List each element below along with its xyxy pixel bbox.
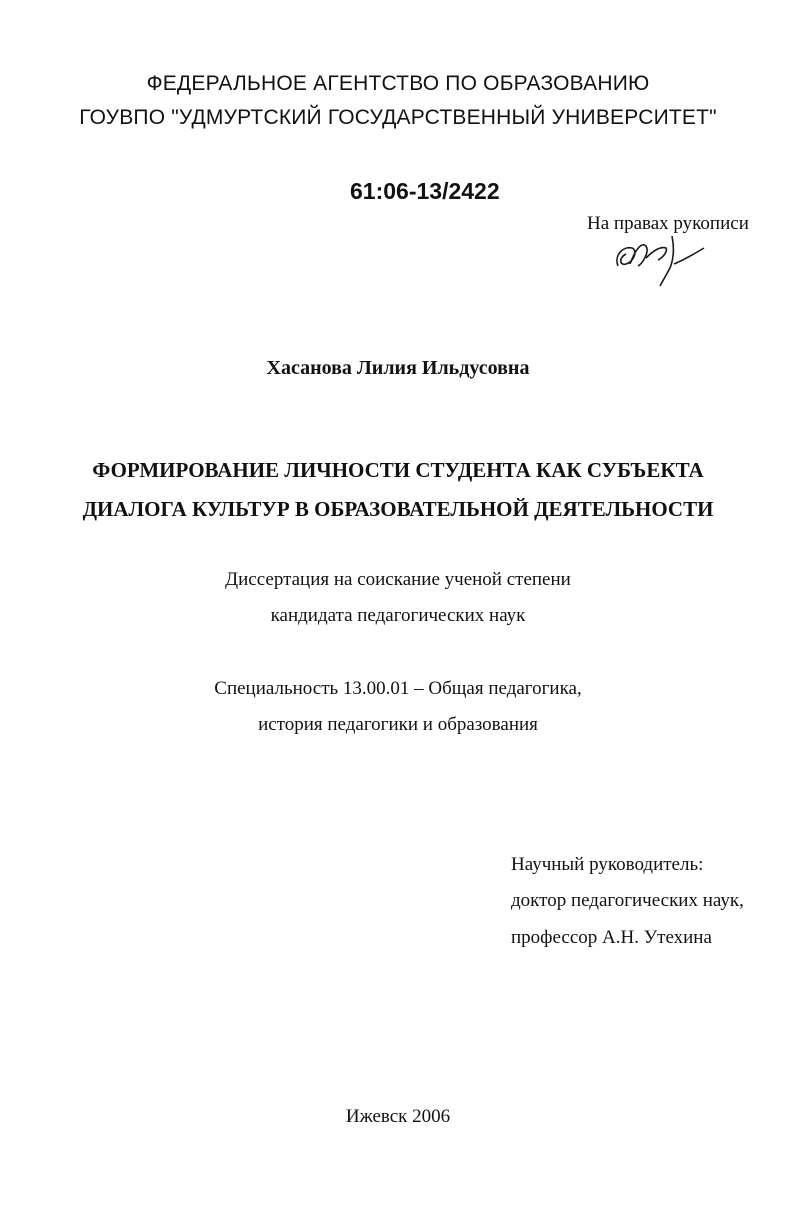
title-line-2: ДИАЛОГА КУЛЬТУР В ОБРАЗОВАТЕЛЬНОЙ ДЕЯТЕЛЬНОСТИ — [82, 497, 714, 521]
author-name: Хасанова Лилия Ильдусовна — [266, 357, 530, 379]
supervisor-label: Научный руководитель: — [511, 854, 704, 875]
agency-name: ФЕДЕРАЛЬНОЕ АГЕНТСТВО ПО ОБРАЗОВАНИЮ — [146, 72, 650, 95]
degree-line-1: Диссертация на соискание ученой степени — [225, 569, 571, 590]
specialty-line-1: Специальность 13.00.01 – Общая педагогика, — [214, 678, 582, 699]
supervisor-degree: доктор педагогических наук, — [511, 890, 744, 911]
handwritten-signature — [608, 228, 718, 290]
supervisor-name: профессор А.Н. Утехина — [511, 927, 712, 948]
title-line-1: ФОРМИРОВАНИЕ ЛИЧНОСТИ СТУДЕНТА КАК СУБЪЕКТА — [92, 458, 704, 482]
city-year: Ижевск 2006 — [345, 1106, 451, 1127]
specialty-line-2: история педагогики и образования — [258, 714, 538, 735]
degree-line-2: кандидата педагогических наук — [270, 605, 526, 626]
catalog-code: 61:06-13/2422 — [350, 178, 500, 204]
university-name: ГОУВПО "УДМУРТСКИЙ ГОСУДАРСТВЕННЫЙ УНИВЕРСИТЕТ" — [79, 106, 717, 129]
rights-note: На правах рукописи — [587, 213, 749, 234]
